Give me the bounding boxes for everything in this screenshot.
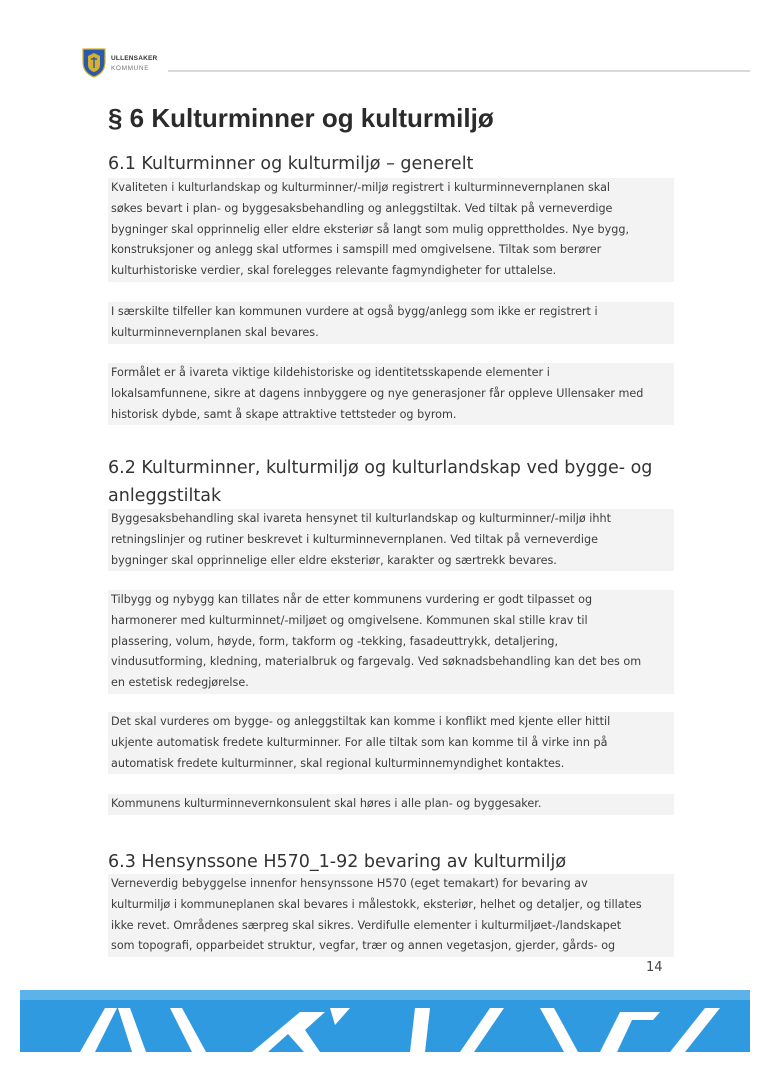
section-heading-6-2-line2: anleggstiltak <box>108 486 222 506</box>
text-line: Byggesaksbehandling skal ivareta hensynet til kulturlandskap og kulturminner/-miljø ihht <box>111 512 611 525</box>
text-line: ikke revet. Områdenes særpreg skal sikres. Verdifulle elementer i kulturmiljøet-/landskapet <box>111 918 622 932</box>
footer-decorative-band <box>20 990 750 1052</box>
section-heading-6-3: 6.3 Hensynssone H570_1-92 bevaring av kulturmiljø <box>108 852 567 872</box>
paragraph <box>108 302 674 344</box>
org-name-line2: KOMMUNE <box>111 65 150 72</box>
text-line: ukjente automatisk fredete kulturminner. For alle tiltak som kan komme til å virke inn på <box>111 735 608 749</box>
text-line: søkes bevart i plan- og byggesaksbehandling og anleggstiltak. Ved tiltak på verneverdige <box>111 201 613 215</box>
paragraph <box>108 794 674 815</box>
text-line: Tilbygg og nybygg kan tillates når de etter kommunens vurdering er godt tilpasset og <box>111 593 593 606</box>
text-line: som topografi, opparbeidet struktur, vegfar, trær og annen vegetasjon, gjerder, gårds- og <box>111 939 616 953</box>
page-number: 14 <box>646 960 663 975</box>
ullensaker-crest-icon <box>82 48 106 78</box>
text-line: kulturmiljø i kommuneplanen skal bevares i målestokk, eksteriør, helhet og detaljer, og tillates <box>111 897 642 911</box>
text-line: kulturhistoriske verdier, skal forelegges relevante fagmyndigheter for uttalelse. <box>111 264 557 278</box>
page-header <box>82 48 750 82</box>
text-line: retningslinjer og rutiner beskrevet i kulturminnevernplanen. Ved tiltak på verneverdige <box>111 532 598 546</box>
paragraph <box>108 874 674 957</box>
text-line: vindusutforming, kledning, materialbruk og fargevalg. Ved søknadsbehandling kan det bes om <box>111 655 642 669</box>
municipality-name <box>111 54 157 74</box>
text-line: bygninger skal opprinnelig eller eldre eksteriør så langt som mulig opprettholdes. Nye bygg, <box>111 222 630 236</box>
section-heading-6-1: 6.1 Kulturminner og kulturmiljø – generelt <box>108 154 474 174</box>
paragraph <box>108 363 674 425</box>
header-rule <box>168 70 750 72</box>
paragraph <box>108 509 674 571</box>
page-title: § 6 Kulturminner og kulturmiljø <box>108 103 494 133</box>
text-line: I særskilte tilfeller kan kommunen vurdere at også bygg/anlegg som ikke er registrert i <box>111 305 598 318</box>
text-line: Det skal vurderes om bygge- og anleggstiltak kan komme i konflikt med kjente eller hittil <box>111 715 611 728</box>
text-line: kulturminnevernplanen skal bevares. <box>111 325 319 339</box>
text-line: historisk dybde, samt å skape attraktive tettsteder og byrom. <box>111 407 457 421</box>
text-line: plassering, volum, høyde, form, takform og -tekking, fasadeuttrykk, detaljering, <box>111 634 559 648</box>
text-line: Kommunens kulturminnevernkonsulent skal høres i alle plan- og byggesaker. <box>111 797 542 810</box>
paragraph <box>108 590 674 694</box>
text-line: konstruksjoner og anlegg skal utformes i samspill med omgivelsene. Tiltak som berører <box>111 243 602 257</box>
text-line: lokalsamfunnene, sikre at dagens innbyggere og nye generasjoner får oppleve Ullensaker med <box>111 386 644 400</box>
text-line: automatisk fredete kulturminner, skal regional kulturminnemyndighet kontaktes. <box>111 756 565 770</box>
org-name-line1: ULLENSAKER <box>111 55 158 62</box>
text-line: en estetisk redegjørelse. <box>111 676 249 690</box>
text-line: Kvaliteten i kulturlandskap og kulturminner/-miljø registrert i kulturminnevernplanen skal <box>111 181 611 194</box>
text-line: bygninger skal opprinnelige eller eldre eksteriør, karakter og særtrekk bevares. <box>111 553 557 567</box>
text-line: harmonerer med kulturminnet/-miljøet og omgivelsene. Kommunen skal stille krav til <box>111 613 588 627</box>
text-line: Verneverdig bebyggelse innenfor hensynssone H570 (eget temakart) for bevaring av <box>111 877 588 890</box>
text-line: Formålet er å ivareta viktige kildehistoriske og identitetsskapende elementer i <box>111 366 550 379</box>
section-heading-6-2-line1: 6.2 Kulturminner, kulturmiljø og kulturlandskap ved bygge- og <box>108 458 653 478</box>
paragraph <box>108 712 674 774</box>
paragraph <box>108 178 674 282</box>
